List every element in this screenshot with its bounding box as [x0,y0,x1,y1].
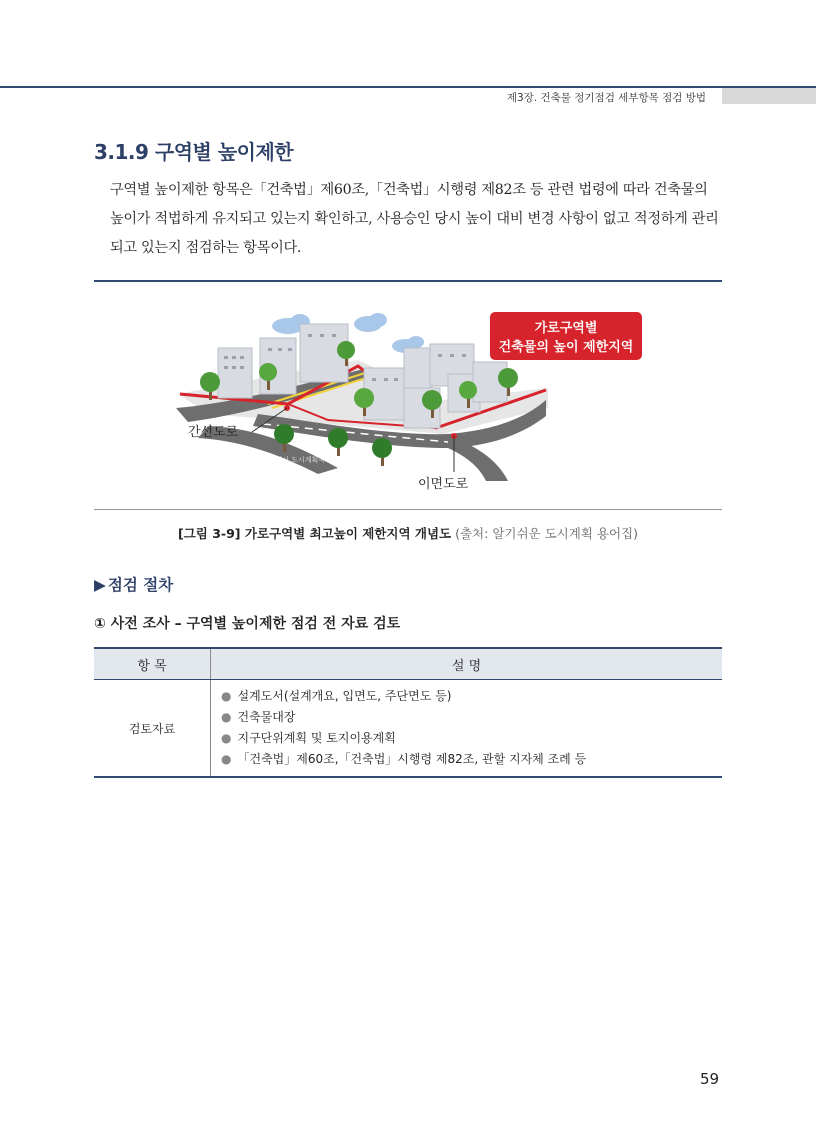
bullet-icon: ● [221,689,232,703]
procedure-heading [94,573,173,595]
triangle-marker-icon: ▶ [94,576,106,594]
list-item: ● 건축물대장 [221,710,296,724]
section-paragraph: 구역별 높이제한 항목은「건축법」제60조,「건축법」시행령 제82조 등 관련 법령에 따라 건축물의 높이가 적법하게 유지되고 있는지 확인하고, 사용승인 당시 높이 대비 변경 사항이 없고 적정하게 관리되고 있는지 점검하는 항목이다. [110,182,719,256]
chapter-title: 제3장. 건축물 정기점검 세부항목 점검 방법 [506,92,706,104]
header-description: 설 명 [211,648,723,680]
list-item: ● 설계도서(설계개요, 입면도, 주단면도 등) [221,689,452,703]
bullet-icon: ● [221,731,232,745]
svg-text:가로구역별: 가로구역별 [534,321,598,336]
caption-label: [그림 3-9] 가로구역별 최고높이 제한지역 개념도 [178,526,452,541]
section-title: 3.1.9 구역별 높이제한 [94,140,294,164]
svg-text:이면도로: 이면도로 [418,477,469,492]
svg-text:건축물의 높이 제한지역: 건축물의 높이 제한지역 [498,340,634,355]
table-row [94,680,722,778]
header-item: 항 목 [94,648,211,680]
figure-top-rule [94,280,722,282]
review-table [94,647,722,778]
bullet-icon: ● [221,752,232,766]
procedure-title: 점검 절차 [107,576,174,594]
list-item: ● 지구단위계획 및 토지이용계획 [221,731,396,745]
svg-text:간선도로: 간선도로 [188,425,239,440]
height-limit-figure [168,296,648,500]
step-title: ① 사전 조사 – 구역별 높이제한 점검 전 자료 검토 [94,616,401,632]
list-item: ● 「건축법」제60조,「건축법」시행령 제82조, 관할 지자체 조례 등 [221,752,587,766]
header-rule [0,86,816,88]
row-description [211,680,723,778]
table-header-row [94,648,722,680]
bullet-icon: ● [221,710,232,724]
figure-bottom-rule [94,509,722,510]
figure-caption [94,524,722,542]
caption-source: (출처: 알기쉬운 도시계획 용어집) [455,526,638,541]
row-item-label: 검토자료 [94,680,211,778]
page-number: 59 [700,1070,720,1088]
bullet-list [221,686,722,770]
svg-text:ⓒ 서울특별시 도시계획국: ⓒ 서울특별시 도시계획국 [246,456,326,464]
header-gray-block [722,88,816,104]
